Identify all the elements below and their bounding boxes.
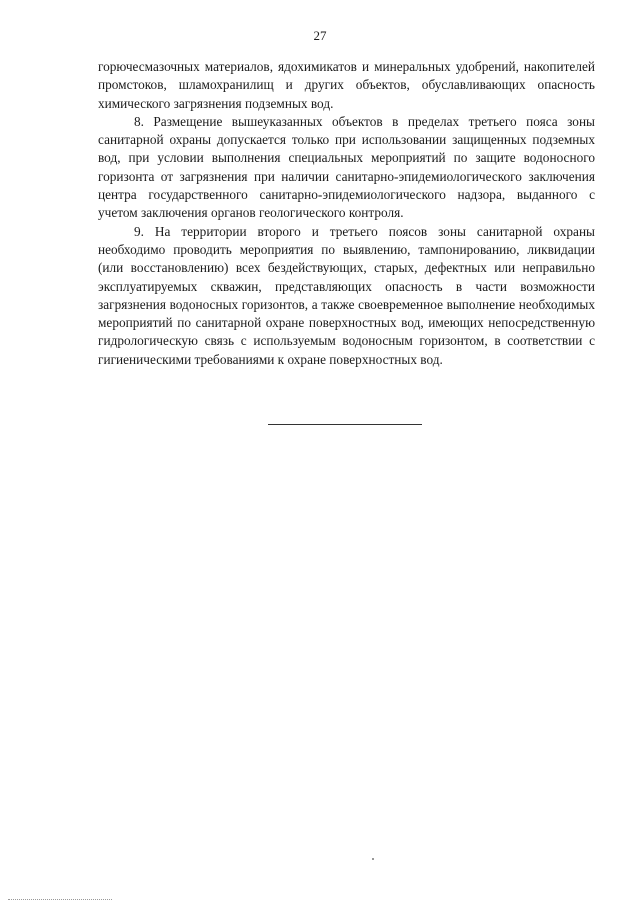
scan-speck <box>372 858 374 860</box>
end-of-text-separator <box>268 424 422 425</box>
document-body <box>98 58 595 369</box>
page-number: 27 <box>313 28 327 43</box>
paragraph-item-8: 8. Размещение вышеуказанных объектов в пределах третьего пояса зоны санитарной охраны допускается только при использовании защищенных подземных вод, при условии выполнения специальных мероприятий по защите водоносного горизонта от загрязнения при наличии санитарно-эпидемиологического заключения центра государственного санитарно-эпидемиологического надзора, выданного с учетом заключения органов геологического контроля. <box>98 113 595 221</box>
paragraph-item-9: 9. На территории второго и третьего поясов зоны санитарной охраны необходимо проводить мероприятия по выявлению, тампонированию, ликвидации (или восстановлению) всех бездействующих, старых, дефектных или неправильно эксплуатируемых скважин, представляющих опасность в части возможности загрязнения водоносных горизонтов, а также своевременное выполнение необходимых мероприятий по санитарной охране поверхностных вод, имеющих непосредственную гидрологическую связь с используемым водоносным горизонтом, в соответствии с гигиеническими требованиями к охране поверхностных вод. <box>98 223 595 367</box>
scan-edge-marks <box>8 899 112 902</box>
paragraph-continuation: горючесмазочных материалов, ядохимикатов и минеральных удобрений, накопителей промстоков, шламохранилищ и других объектов, обуславливающих опасность химического загрязнения подземных вод. <box>98 59 595 111</box>
